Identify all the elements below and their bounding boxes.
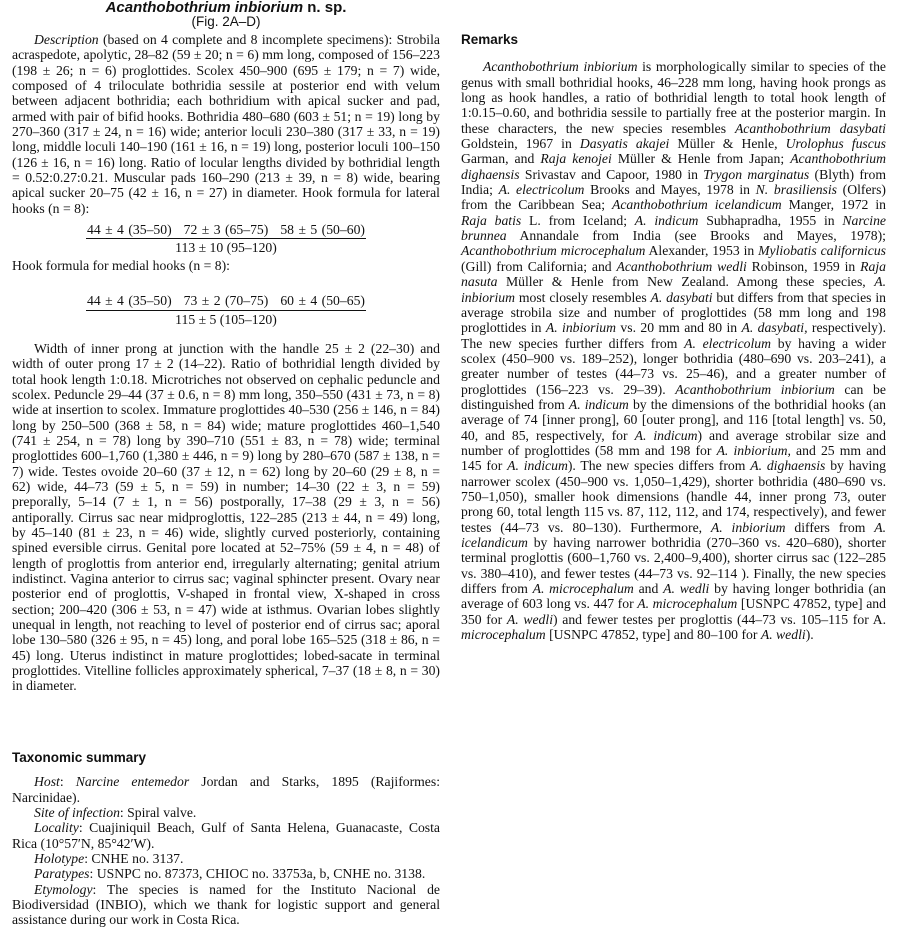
total-length-value: 113 ± 10 (95–120) xyxy=(175,240,277,256)
text-run: is morphologically similar to species of the genus with small bothridial hooks, 46–228 mm long, having hook prongs as long as hook handles, a ratio of bothridial length to total hook length of 1:0.15–0.60, and bothridia sessile to partially free at the posterior margin. In these characters, the new species resembles xyxy=(461,59,886,136)
text-run: (Gill) from California; and xyxy=(461,258,617,274)
text-run: by having narrower bothridia (270–360 vs. 420–680), shorter terminal proglottis (600–1,760 vs. 2,400–9,400), shorter cirrus sac (122–285 vs. 380–410), and fewer testes (44–73 vs. 92–114 ). Finally, the new species differs from xyxy=(461,535,886,597)
italic-term: Raja batis xyxy=(461,212,522,228)
text-run: [USNPC 47852, type] and 80–100 for xyxy=(545,627,761,643)
taxonomic-item xyxy=(12,774,440,805)
italic-term: A. indicum xyxy=(507,458,568,474)
text-run: : CNHE no. 3137. xyxy=(84,851,184,867)
formula-numerator xyxy=(86,293,366,310)
italic-term: Acanthobothrium icelandicum xyxy=(611,197,782,213)
text-run: by having narrower scolex (450–900 vs. 1,050–1,429), shorter bothridia (480–690 vs. 750–1,050), smaller hook dimensions (handle 44, inner prong 73, outer prong 60, total length 115 vs. 87, 112, 112, and 174, respectively), and fewer testes (44–73 vs. 80–130). Furthermore, xyxy=(461,458,886,535)
section-heading: Taxonomic summary xyxy=(12,750,147,765)
inner-prong-value: 72 ± 3 (65–75) xyxy=(183,222,269,238)
italic-term: Holotype xyxy=(34,851,85,867)
text-run: : Spiral valve. xyxy=(119,805,197,821)
text-run: Robinson, 1959 in xyxy=(746,258,861,274)
italic-term: Acanthobothrium dasybati xyxy=(734,120,886,136)
species-suffix: n. sp. xyxy=(303,0,347,16)
text-run: can be distinguished from xyxy=(461,381,886,412)
text-run: but differs from that species in average strobila size and number of proglottides (58 mm long and 198 proglottides in xyxy=(461,289,886,336)
italic-term: Acanthobothrium inbiorium xyxy=(675,381,835,397)
taxonomic-item xyxy=(12,866,440,881)
text-run: Brooks and Mayes, 1978 in xyxy=(584,182,756,198)
italic-term: A. icelandicum xyxy=(461,519,886,550)
text-run: (based on 4 complete and 8 incomplete specimens): Strobila acraspedote, apolytic, 28–82 (59 ± 20; n = 6) mm long, composed of 156–223 (198 ± 26; n = 6) proglottides. Scolex 450–900 (695 ± 179; n = 7) wide, composed of 4 triloculate bothridia sessile at posterior end with velum between adjacent bothridia; each bothridium with apical sucker and pad, armed with pair of bifid hooks. Bothridia 480–680 (603 ± 51; n = 19) long by 270–360 (317 ± 24, n = 16) wide; anterior loculi 230–380 (317 ± 33, n = 19) long, middle loculi 140–190 (161 ± 16, n = 19) long, posterior loculi 100–150 (126 ± 16, n = 16) long. Ratio of locular lengths divided by bothridial length = 0.52:0.27:0.21. Muscular pads 160–290 (213 ± 39, n = 8) wide, bearing apical sucker 20–75 (42 ± 16, n = 27) in diameter. Hook formula for lateral hooks (n = 8): xyxy=(12,32,440,216)
text-run: by the dimensions of the bothridial hooks (an average of 74 [inner prong], 60 [outer prong], and 116 [total length] vs. 50, 40, and 85, respectively, for xyxy=(461,396,886,443)
total-length-value: 115 ± 5 (105–120) xyxy=(175,311,277,327)
text-run: Müller & Henle, xyxy=(669,136,786,152)
text-run: most closely resembles xyxy=(515,289,651,305)
outer-prong-value: 58 ± 5 (50–60) xyxy=(280,222,365,238)
text-run: : USNPC no. 87373, CHIOC no. 33753a, b, CNHE no. 3138. xyxy=(89,866,426,882)
medial-hook-label: Hook formula for medial hooks (n = 8): xyxy=(12,257,230,273)
italic-term: Etymology xyxy=(34,881,93,897)
italic-term: A. microcephalum xyxy=(532,581,634,597)
outer-prong-value: 60 ± 4 (50–65) xyxy=(280,293,365,309)
text-run: : xyxy=(59,774,76,790)
text-run: (Olfers) from the Caribbean Sea; xyxy=(461,182,886,213)
handle-value: 44 ± 4 (35–50) xyxy=(87,293,172,309)
text-run: : The species is named for the Instituto Nacional de Biodiversidad (INBIO), which we thank for logistic support and general assistance during our work in Costa Rica. xyxy=(12,881,440,928)
text-run: Manger, 1972 in xyxy=(781,197,886,213)
text-run: Srivastav and Capoor, 1980 in xyxy=(519,166,704,182)
text-run: ) and fewer testes per proglottis (44–73 vs. 105–115 for A. xyxy=(553,611,887,627)
italic-term: A. indicum xyxy=(568,396,629,412)
italic-term: Narcine brunnea xyxy=(461,212,886,244)
italic-term: Locality xyxy=(34,820,79,836)
text-run: Annandale from India (see Brooks and Mayes, 1978); xyxy=(506,228,886,244)
italic-term: A. inbiorium xyxy=(461,274,886,305)
italic-term: Host xyxy=(34,774,60,790)
inner-prong-value: 73 ± 2 (70–75) xyxy=(183,293,269,309)
taxonomic-item xyxy=(12,820,440,851)
formula-numerator xyxy=(86,222,366,239)
italic-term: Raja nasuta xyxy=(461,258,886,290)
italic-term: A. electricolum xyxy=(684,335,772,351)
text-run: respectively). The new species further differs from xyxy=(461,320,887,351)
species-title xyxy=(12,0,440,15)
italic-term: Paratypes xyxy=(34,866,90,882)
italic-term: A. inbiorium, xyxy=(716,442,791,458)
text-run: L. from Iceland; xyxy=(521,212,635,228)
taxonomic-summary-section xyxy=(12,750,440,928)
medial-hook-formula xyxy=(12,293,440,327)
right-column xyxy=(461,32,886,642)
text-run: Goldstein, 1967 in xyxy=(461,136,580,152)
text-run: Müller & Henle from New Zealand. Among these species, xyxy=(497,274,875,290)
species-name: Acanthobothrium inbiorium xyxy=(105,0,304,16)
text-run: : Cuajiniquil Beach, Gulf of Santa Helena, Guanacaste, Costa Rica (10°57′N, 85°42′W). xyxy=(12,820,440,851)
text-run: [USNPC 47852, type] and 350 for xyxy=(461,596,886,627)
italic-term: Acanthobothrium inbiorium xyxy=(483,59,638,75)
taxonomic-item xyxy=(12,805,440,820)
text-run: Garman, and xyxy=(461,151,541,167)
italic-term: N. brasiliensis xyxy=(755,182,837,198)
italic-term: A. inbiorium xyxy=(710,519,786,535)
description-section xyxy=(12,32,440,694)
text-run: ). The new species differs from xyxy=(567,458,751,474)
lateral-hook-formula xyxy=(12,222,440,256)
taxonomic-item xyxy=(12,851,440,866)
italic-term: A. indicum xyxy=(634,212,699,228)
italic-term: A. wedli xyxy=(663,581,710,597)
text-run: Subhapradha, 1955 in xyxy=(698,212,843,228)
italic-term: Trygon marginatus xyxy=(703,166,810,182)
text-run: Width of inner prong at junction with the handle 25 ± 2 (22–30) and width of outer prong 17 ± 2 (14–22). Ratio of bothridial length divided by total hook length 1:0.18. Microtriches not observed on cephalic peduncle and scolex. Peduncle 29–44 (37 ± 0.6, n = 8) mm long, 350–550 (431 ± 73, n = 8) wide at insertion to scolex. Immature proglottides 40–530 (256 ± 146, n = 84) long by 250–500 (368 ± 58, n = 84) wide; mature proglottides 460–1,540 (741 ± 254, n = 78) long by 390–710 (551 ± 83, n = 78) wide; terminal proglottides 600–1,760 (1,380 ± 446, n = 9) long by 280–670 (587 ± 138, n = 7) wide. Testes ovoide 20–60 (37 ± 12, n = 62) long by 20–60 (29 ± 8, n = 62) wide, 44–73 (59 ± 5, n = 59) in number; 14–30 (22 ± 3, n = 59) preporally, 5–14 (7 ± 1, n = 56) postporally, 17–38 (29 ± 3, n = 56) antiporally. Cirrus sac near midproglottis, 122–285 (213 ± 44, n = 49) long, by 45–140 (81 ± 23, n = 46) wide, slightly curved posteriorly, containing spined eversible cirrus. Genital pore located at 52–75% (59 ± 4, n = 48) of length of proglottis from anterior end, irregularly alternating; genital atrium indistinct. Vagina anterior to cirrus sac; vaginal sphincter present. Ovary near posterior end of proglottis, V-shaped in frontal view, X-shaped in cross section; 200–420 (306 ± 53, n = 47) wide at isthmus. Ovarian lobes slightly unequal in length, not reaching to level of posterior end of cirrus sac; aporal lobe 130–580 (326 ± 95, n = 45) long, and poral lobe 165–525 (318 ± 86, n = 45) long. Uterus indistinct in mature proglottides; lobed-sacate in terminal proglottides. Vitelline follicles approximately spherical, 7–37 (18 ± 8, n = 30) in diameter. xyxy=(12,340,440,694)
text-run: Müller & Henle from Japan; xyxy=(611,151,791,167)
italic-term: Acanthobothrium dighaensis xyxy=(461,151,886,182)
text-run: and xyxy=(633,581,664,597)
taxonomic-item xyxy=(12,882,440,928)
italic-term: A. electricolum xyxy=(498,182,585,198)
description-paragraph-2 xyxy=(12,341,440,694)
text-run: by having longer bothridia (an average of 603 long vs. 447 for xyxy=(461,581,887,612)
remarks-paragraph xyxy=(461,59,886,642)
text-run: ). xyxy=(805,627,814,643)
text-run: Alexander, 1953 in xyxy=(645,243,759,259)
italic-term: Narcine entemedor xyxy=(75,774,190,790)
italic-term: A. microcephalum xyxy=(637,596,738,612)
italic-term: Raja kenojei xyxy=(540,151,612,167)
italic-term: A. dasybati, xyxy=(741,320,808,336)
italic-term: Acanthobothrium wedli xyxy=(616,258,747,274)
italic-term: Acanthobothrium microcephalum xyxy=(461,243,646,259)
handle-value: 44 ± 4 (35–50) xyxy=(87,222,172,238)
description-paragraph xyxy=(12,32,440,216)
text-run: Jordan and Starks, 1895 (Rajiformes: Narcinidae). xyxy=(12,774,441,805)
italic-term: Description xyxy=(34,32,99,47)
text-run: and 25 mm and 145 for xyxy=(461,442,886,474)
italic-term: Site of infection xyxy=(34,805,120,821)
taxonomic-items xyxy=(12,774,440,927)
italic-term: Urolophus fuscus xyxy=(785,136,887,152)
text-run: vs. 20 mm and 80 in xyxy=(616,320,742,336)
italic-term: Myliobatis californicus xyxy=(758,243,886,259)
section-heading: Remarks xyxy=(461,32,519,47)
text-run: (Blyth) from India; xyxy=(461,166,886,198)
text-run: by having a wider scolex (450–900 vs. 189–252), longer bothridia (480–690 vs. 203–241), a greater number of testes (44–73 vs. 25–46), and a greater number of proglottides (156–223 vs. 29–39). xyxy=(461,335,887,397)
italic-term: A. indicum xyxy=(634,427,698,443)
figure-reference: (Fig. 2A–D) xyxy=(191,14,261,29)
italic-term: A. dighaensis xyxy=(750,458,826,474)
text-run: ) and average strobilar size and number of proglottides (58 mm and 198 for xyxy=(461,427,886,458)
italic-term: A. dasybati xyxy=(650,289,713,305)
italic-term: Dasyatis akajei xyxy=(579,136,670,152)
italic-term: microcephalum xyxy=(461,627,546,643)
italic-term: A. wedli xyxy=(760,627,806,643)
italic-term: A. wedli xyxy=(506,611,554,627)
text-run: differs from xyxy=(785,519,875,535)
italic-term: A. inbiorium xyxy=(545,320,617,336)
